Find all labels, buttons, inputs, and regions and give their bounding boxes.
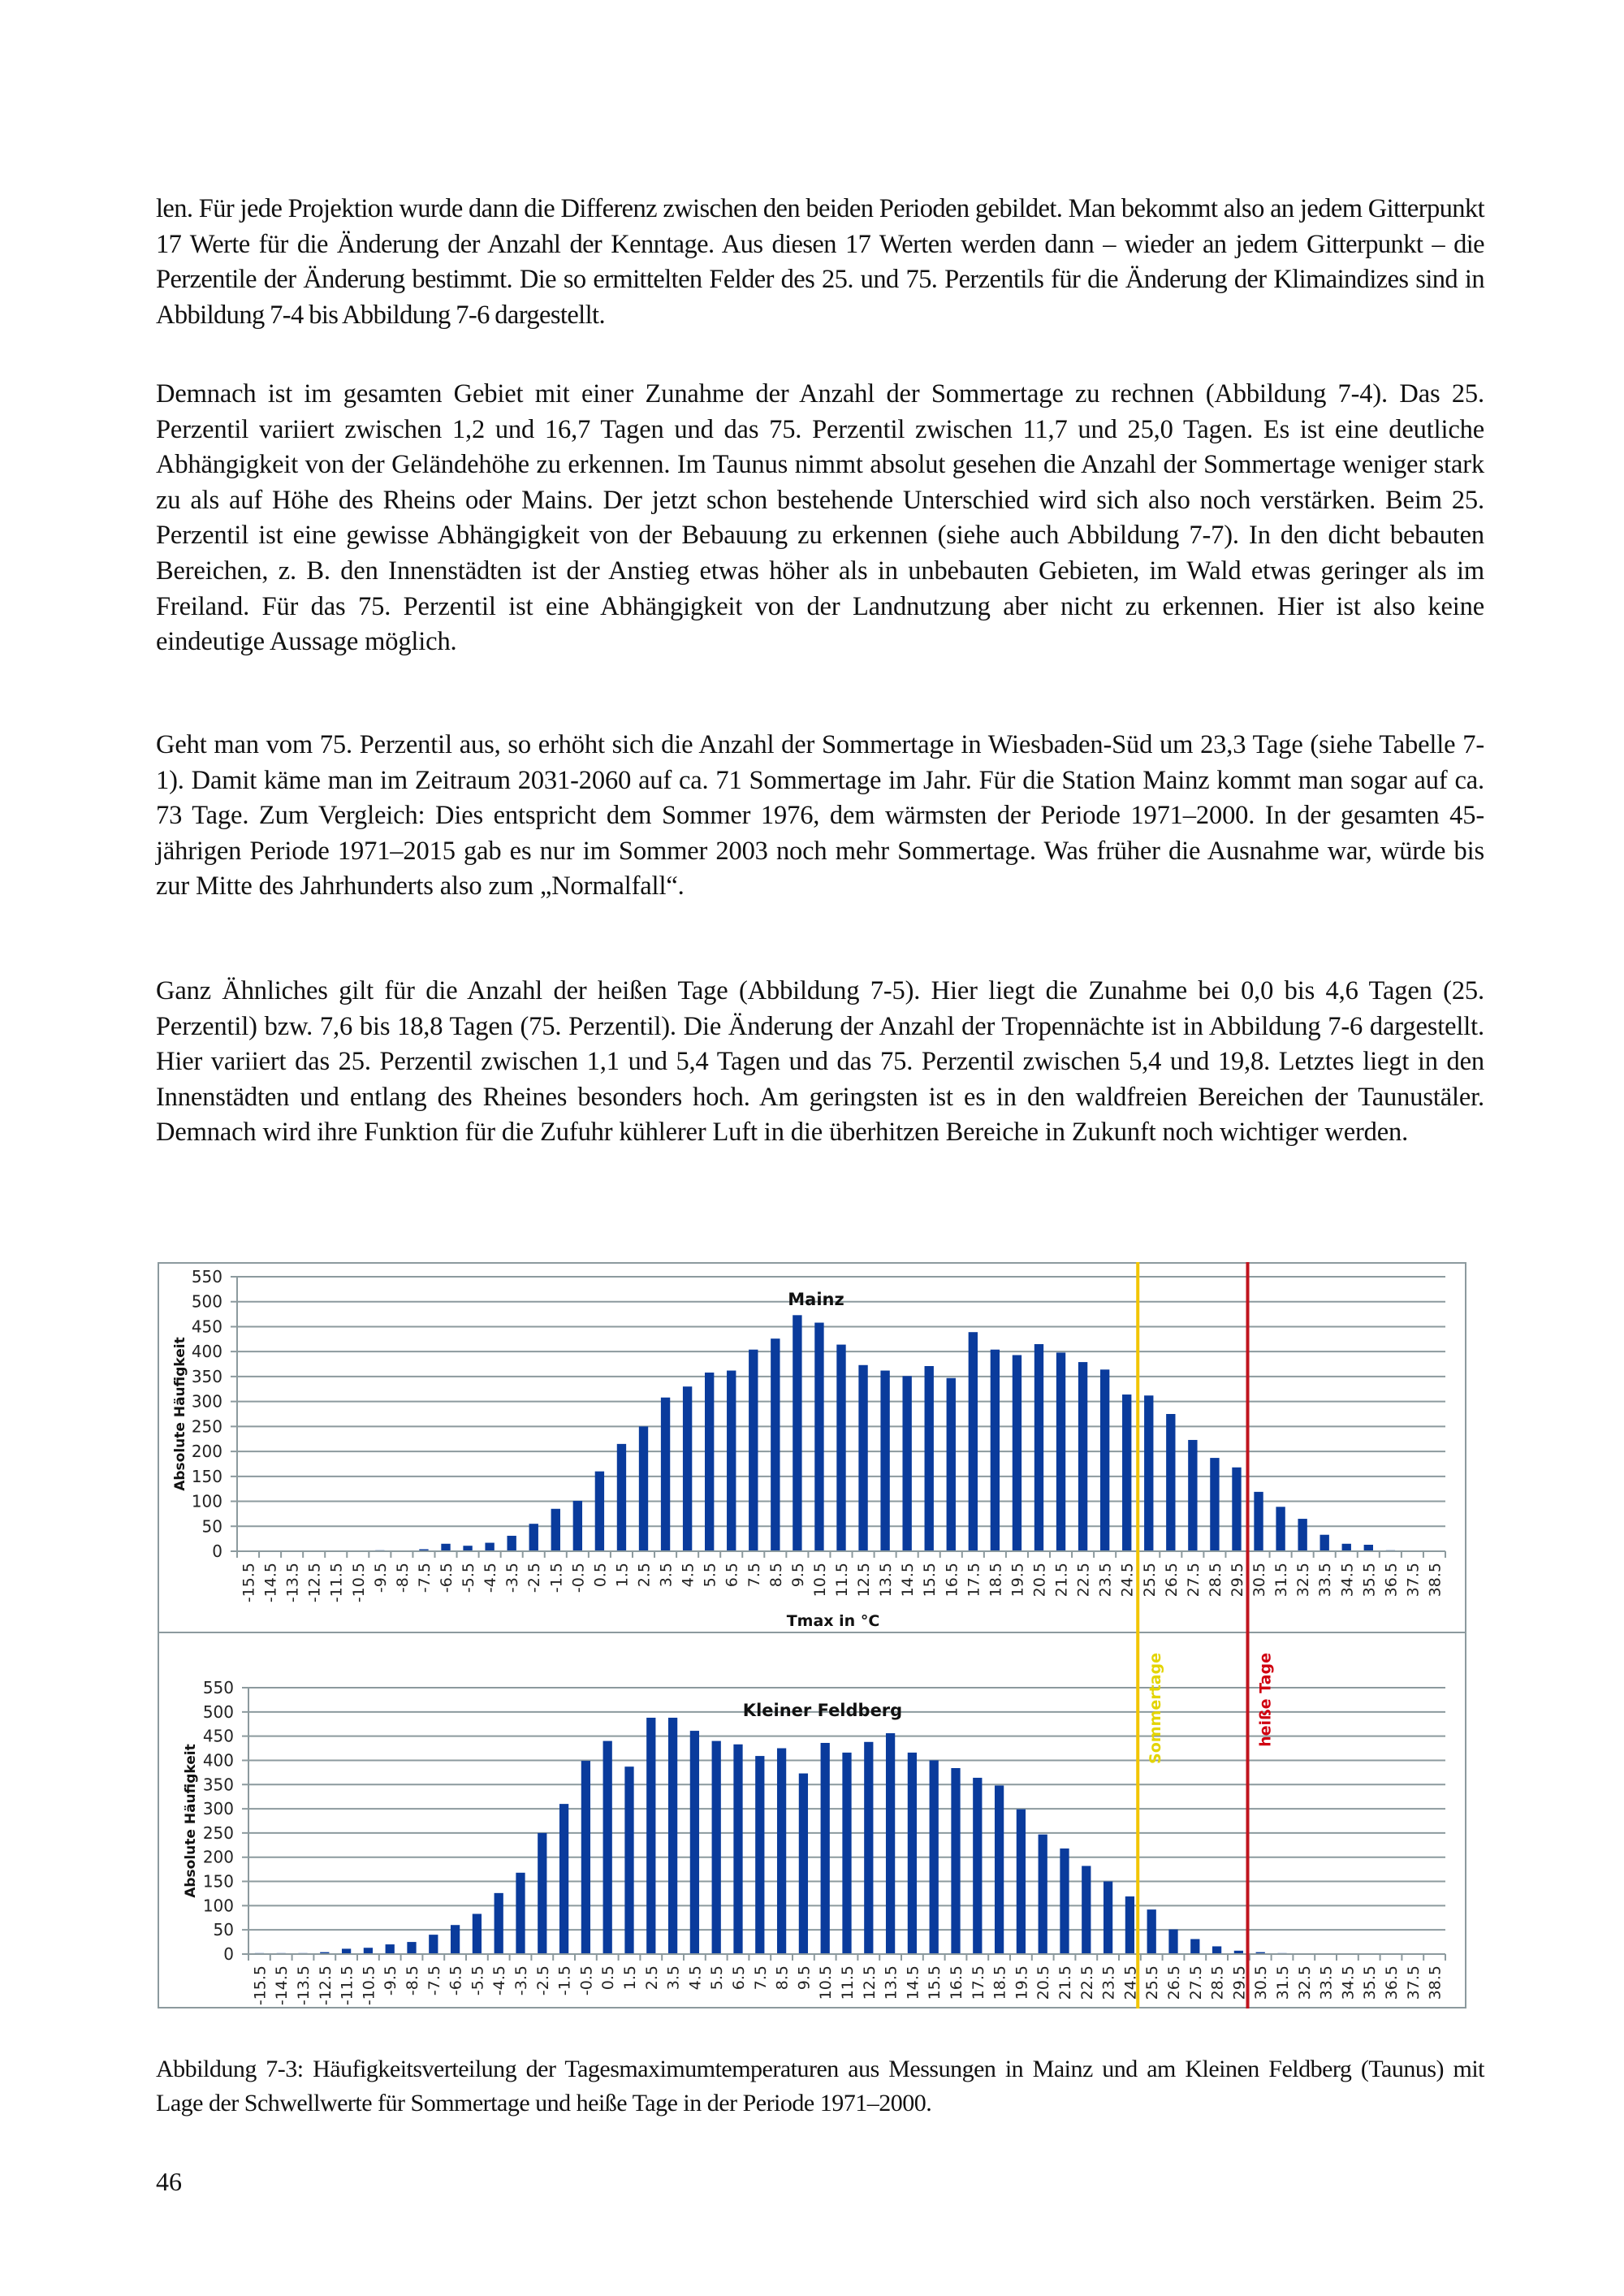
y-tick-label: 500 xyxy=(191,1291,222,1312)
x-tick-label: -12.5 xyxy=(316,1965,335,2006)
x-tick-label: 14.5 xyxy=(899,1563,918,1598)
y-tick-label: 0 xyxy=(223,1944,234,1964)
bar xyxy=(712,1741,721,1954)
bar xyxy=(864,1742,873,1954)
x-tick-label: 27.5 xyxy=(1184,1563,1203,1598)
x-tick-label: 0.5 xyxy=(591,1563,610,1588)
x-tick-label: -14.5 xyxy=(273,1965,292,2006)
x-tick-label: -14.5 xyxy=(261,1563,280,1603)
bar xyxy=(733,1745,742,1954)
x-tick-label: -11.5 xyxy=(327,1563,346,1603)
bar xyxy=(1254,1492,1263,1551)
bar xyxy=(639,1426,648,1551)
bar xyxy=(995,1785,1004,1954)
bar xyxy=(836,1345,845,1551)
bar xyxy=(755,1756,764,1954)
x-tick-label: -6.5 xyxy=(438,1563,456,1593)
bar xyxy=(1078,1362,1087,1551)
x-tick-label: 8.5 xyxy=(773,1965,792,1991)
figure-caption: Abbildung 7-3: Häufigkeitsverteilung der Tagesmaximumtemperaturen aus Messungen in Mainz und am Kleinen Feldberg (Taunus) mit Lage der Schwellwerte für Sommertage und heiße Tage in der Periode 1971–2000. xyxy=(156,2056,1484,2117)
y-tick-label: 100 xyxy=(202,1896,234,1916)
bar xyxy=(1364,1545,1373,1551)
x-tick-label: 36.5 xyxy=(1382,1563,1401,1598)
bar xyxy=(908,1753,917,1954)
bar xyxy=(821,1743,830,1954)
x-tick-label: -1.5 xyxy=(547,1563,566,1593)
x-tick-label: 2.5 xyxy=(642,1965,661,1991)
x-tick-label: -10.5 xyxy=(349,1563,368,1603)
x-tick-label: -1.5 xyxy=(555,1965,574,1996)
x-tick-label: -8.5 xyxy=(393,1563,412,1593)
y-tick-label: 200 xyxy=(202,1847,234,1867)
x-tick-label: 29.5 xyxy=(1230,1965,1249,2000)
x-tick-label: 24.5 xyxy=(1118,1563,1137,1598)
x-tick-label: -7.5 xyxy=(415,1563,434,1593)
x-tick-label: 28.5 xyxy=(1208,1965,1227,2000)
x-tick-label: 13.5 xyxy=(882,1965,901,2000)
heisse-tage-label: heiße Tage xyxy=(1256,1653,1275,1747)
bar xyxy=(559,1804,568,1954)
x-tick-label: 26.5 xyxy=(1162,1563,1181,1598)
bar xyxy=(617,1444,626,1551)
x-tick-label: 32.5 xyxy=(1294,1563,1313,1598)
bar xyxy=(429,1935,438,1954)
x-tick-label: 30.5 xyxy=(1250,1563,1269,1598)
bar xyxy=(441,1544,450,1551)
x-tick-label: 5.5 xyxy=(708,1965,727,1991)
y-tick-label: 200 xyxy=(191,1442,222,1462)
x-tick-label: 32.5 xyxy=(1295,1965,1314,2000)
paragraph-heisse-tage: Ganz Ähnliches gilt für die Anzahl der heißen Tage (Abbildung 7-5). Hier liegt die Zunahme bei 0,0 bis 4,6 Tagen (25. Perzentil) bzw. 7,6 bis 18,8 Tagen (75. Perzentil). Die Änderung der Anzahl der Tropennächte ist in Abbildung 7-6 dargestellt. Hier variiert das 25. Perzentil zwischen 1,1 und 5,4 Tagen und das 75. Perzentil zwischen 5,4 und 19,8. Letztes liegt in den Innenstädten und entlang des Rheines besonders hoch. Am geringsten ist es in den waldfreien Bereichen der Taunustäler. Demnach wird ihre Funktion für die Zufuhr kühlerer Luft in die überhitzen Bereiche in Zukunft noch wichtiger werden. xyxy=(156,976,1484,1148)
x-tick-label: 34.5 xyxy=(1338,1563,1357,1598)
bar xyxy=(1190,1939,1199,1954)
x-tick-label: 34.5 xyxy=(1339,1965,1358,2000)
y-axis-title: Absolute Häufigkeit xyxy=(172,1337,188,1491)
x-tick-label: -9.5 xyxy=(382,1965,400,1996)
bar xyxy=(1039,1835,1047,1954)
threshold-lines xyxy=(1138,1262,1274,2008)
bar xyxy=(529,1524,538,1551)
bar xyxy=(683,1386,692,1551)
bar xyxy=(858,1365,867,1551)
bar xyxy=(925,1366,934,1551)
bar xyxy=(538,1833,546,1954)
chart-mainz xyxy=(172,1267,1445,1630)
bar xyxy=(624,1766,633,1954)
x-tick-label: -15.5 xyxy=(251,1965,270,2006)
chart-title: Mainz xyxy=(788,1290,844,1309)
bar xyxy=(690,1731,699,1954)
bar xyxy=(902,1376,911,1551)
bar xyxy=(1034,1344,1043,1551)
x-tick-label: 12.5 xyxy=(860,1965,879,2000)
bar xyxy=(581,1761,590,1954)
x-tick-label: -13.5 xyxy=(283,1563,302,1603)
x-tick-label: -3.5 xyxy=(503,1563,522,1593)
x-tick-label: 29.5 xyxy=(1228,1563,1246,1598)
x-tick-label: -0.5 xyxy=(569,1563,588,1593)
bar xyxy=(451,1925,460,1954)
y-tick-label: 250 xyxy=(202,1823,234,1843)
x-tick-label: 23.5 xyxy=(1096,1563,1115,1598)
bar xyxy=(1100,1369,1109,1551)
bar xyxy=(930,1760,939,1954)
y-tick-label: 250 xyxy=(191,1416,222,1437)
bar xyxy=(777,1749,786,1954)
x-tick-label: 22.5 xyxy=(1074,1563,1093,1598)
x-tick-label: 16.5 xyxy=(948,1965,965,2000)
bar xyxy=(508,1536,516,1551)
bar xyxy=(595,1472,604,1551)
x-tick-label: 15.5 xyxy=(921,1563,939,1598)
bar xyxy=(880,1371,889,1551)
bar xyxy=(991,1350,1000,1551)
chart-title: Kleiner Feldberg xyxy=(742,1701,903,1720)
bar xyxy=(1342,1544,1351,1551)
x-tick-label: 14.5 xyxy=(904,1965,922,2000)
bar xyxy=(973,1778,982,1954)
y-tick-label: 400 xyxy=(191,1342,222,1362)
x-tick-label: 17.5 xyxy=(965,1563,983,1598)
x-tick-label: 25.5 xyxy=(1143,1965,1162,2000)
bar xyxy=(1168,1930,1177,1954)
x-tick-label: 6.5 xyxy=(730,1965,748,1991)
x-tick-label: 21.5 xyxy=(1052,1563,1071,1598)
bar xyxy=(814,1323,823,1551)
x-tick-label: -5.5 xyxy=(469,1965,487,1996)
x-tick-label: -15.5 xyxy=(240,1563,258,1603)
x-tick-label: 1.5 xyxy=(621,1965,639,1991)
bar xyxy=(705,1373,714,1551)
bar xyxy=(407,1942,416,1954)
x-tick-label: -6.5 xyxy=(447,1965,465,1996)
bar xyxy=(1298,1519,1307,1551)
bar xyxy=(793,1315,801,1551)
x-tick-label: 9.5 xyxy=(788,1563,807,1588)
bar xyxy=(463,1546,472,1551)
bar xyxy=(661,1398,670,1551)
x-tick-label: 6.5 xyxy=(723,1563,741,1588)
x-tick-label: 4.5 xyxy=(679,1563,698,1588)
y-tick-label: 450 xyxy=(191,1317,222,1337)
bar xyxy=(495,1893,503,1954)
bar xyxy=(473,1914,482,1954)
y-tick-label: 50 xyxy=(213,1920,234,1940)
y-tick-label: 550 xyxy=(202,1678,234,1697)
bar xyxy=(947,1378,956,1551)
x-tick-label: 7.5 xyxy=(751,1965,770,1991)
bar xyxy=(1147,1909,1156,1954)
bar xyxy=(749,1350,758,1551)
bar xyxy=(951,1768,960,1954)
x-tick-label: 21.5 xyxy=(1056,1965,1074,2000)
bar xyxy=(1320,1535,1329,1551)
x-tick-label: 11.5 xyxy=(839,1965,857,2000)
x-tick-label: 9.5 xyxy=(795,1965,814,1991)
x-tick-label: 20.5 xyxy=(1030,1563,1049,1598)
y-tick-label: 100 xyxy=(191,1491,222,1511)
y-tick-label: 300 xyxy=(202,1799,234,1819)
x-tick-label: -10.5 xyxy=(360,1965,378,2006)
bar xyxy=(646,1718,655,1954)
y-tick-label: 0 xyxy=(212,1541,222,1561)
x-tick-label: 38.5 xyxy=(1426,1965,1445,2000)
bar xyxy=(1104,1882,1112,1954)
x-tick-label: 19.5 xyxy=(1009,1563,1027,1598)
bar xyxy=(1276,1507,1285,1551)
x-tick-label: -3.5 xyxy=(512,1965,530,1996)
x-tick-label: 17.5 xyxy=(969,1965,987,2000)
x-tick-label: 10.5 xyxy=(817,1965,836,2000)
x-tick-label: 16.5 xyxy=(943,1563,961,1598)
bar xyxy=(386,1944,395,1954)
x-tick-label: 33.5 xyxy=(1317,1965,1336,2000)
x-tick-label: 24.5 xyxy=(1121,1965,1140,2000)
x-tick-label: 2.5 xyxy=(635,1563,654,1588)
bar xyxy=(969,1332,978,1551)
bar xyxy=(573,1501,582,1551)
x-tick-label: 25.5 xyxy=(1140,1563,1159,1598)
x-tick-label: -2.5 xyxy=(525,1563,544,1593)
bar xyxy=(1166,1414,1175,1551)
bar xyxy=(771,1338,780,1551)
x-tick-label: 35.5 xyxy=(1360,1563,1379,1598)
bar xyxy=(1212,1946,1221,1954)
x-tick-label: 11.5 xyxy=(833,1563,851,1598)
y-tick-label: 450 xyxy=(202,1726,234,1746)
x-tick-label: 4.5 xyxy=(686,1965,705,1991)
bar xyxy=(1232,1468,1241,1551)
bar xyxy=(727,1371,736,1551)
x-tick-label: 28.5 xyxy=(1206,1563,1224,1598)
x-tick-label: 37.5 xyxy=(1404,1965,1423,2000)
x-tick-label: 19.5 xyxy=(1013,1965,1031,2000)
bar xyxy=(1017,1810,1026,1954)
bar xyxy=(485,1543,494,1551)
y-tick-label: 300 xyxy=(191,1391,222,1412)
x-tick-label: -11.5 xyxy=(338,1965,356,2006)
sommertage-label: Sommertage xyxy=(1147,1653,1165,1764)
bar xyxy=(886,1733,895,1954)
x-tick-label: -0.5 xyxy=(577,1965,596,1996)
bar xyxy=(1188,1440,1197,1551)
y-tick-label: 550 xyxy=(191,1267,222,1286)
x-tick-label: 18.5 xyxy=(991,1965,1009,2000)
x-tick-label: 27.5 xyxy=(1186,1965,1205,2000)
x-tick-label: -7.5 xyxy=(425,1965,443,1996)
x-tick-label: 3.5 xyxy=(664,1965,683,1991)
bar xyxy=(516,1873,525,1954)
bar xyxy=(1013,1355,1021,1551)
bar xyxy=(668,1718,677,1954)
y-tick-label: 350 xyxy=(202,1775,234,1795)
paragraph-intro: len. Für jede Projektion wurde dann die Differenz zwischen den beiden Perioden gebildet. Man bekommt also an jedem Gitterpunkt 17 Werte für die Änderung der Anzahl der Kenntage. Aus diesen 17 Werten werden dann – wieder an jedem Gitterpunkt – die Perzentile der Änderung bestimmt. Die so ermittelten Felder des 25. und 75. Perzentils für die Änderung der Klimaindizes sind in Abbildung 7-4 bis Abbildung 7-6 dargestellt. xyxy=(156,194,1484,330)
x-axis-title: Tmax in °C xyxy=(786,1612,880,1630)
y-tick-label: 50 xyxy=(201,1516,222,1537)
x-tick-label: 8.5 xyxy=(767,1563,785,1588)
x-tick-label: -5.5 xyxy=(460,1563,478,1593)
x-tick-label: 20.5 xyxy=(1034,1965,1053,2000)
x-tick-label: 7.5 xyxy=(745,1563,763,1588)
y-axis-title: Absolute Häufigkeit xyxy=(183,1744,199,1898)
x-tick-label: 33.5 xyxy=(1316,1563,1335,1598)
y-tick-label: 400 xyxy=(202,1750,234,1771)
bar xyxy=(842,1753,851,1954)
x-tick-label: 1.5 xyxy=(613,1563,632,1588)
bar xyxy=(799,1774,808,1954)
paragraph-wiesbaden: Geht man vom 75. Perzentil aus, so erhöht sich die Anzahl der Sommertage in Wiesbaden-Süd um 23,3 Tage (siehe Tabelle 7-1). Damit käme man im Zeitraum 2031-2060 auf ca. 71 Sommertage im Jahr. Für die Station Mainz kommt man sogar auf ca. 73 Tage. Zum Vergleich: Dies entspricht dem Sommer 1976, dem wärmsten der Periode 1971–2000. In der gesamten 45-jährigen Periode 1971–2015 gab es nur im Sommer 2003 noch mehr Sommertage. Was früher die Ausnahme war, würde bis zur Mitte des Jahrhunderts also zum „Normalfall“. xyxy=(156,730,1484,902)
x-tick-label: 31.5 xyxy=(1274,1965,1292,2000)
bar xyxy=(1144,1395,1153,1551)
x-tick-label: 22.5 xyxy=(1078,1965,1096,2000)
x-tick-label: 5.5 xyxy=(701,1563,719,1588)
x-tick-label: 12.5 xyxy=(855,1563,874,1598)
x-tick-label: -4.5 xyxy=(490,1965,509,1996)
bar xyxy=(1122,1394,1131,1551)
x-tick-label: 13.5 xyxy=(877,1563,896,1598)
bar xyxy=(603,1741,612,1954)
x-tick-label: -2.5 xyxy=(533,1965,552,1996)
x-tick-label: -8.5 xyxy=(404,1965,421,1996)
x-tick-label: 38.5 xyxy=(1426,1563,1445,1598)
bar xyxy=(551,1509,560,1551)
x-tick-label: 15.5 xyxy=(926,1965,944,2000)
x-tick-label: 35.5 xyxy=(1361,1965,1380,2000)
bar xyxy=(1060,1848,1069,1954)
x-tick-label: 26.5 xyxy=(1165,1965,1183,2000)
x-tick-label: -4.5 xyxy=(482,1563,500,1593)
x-tick-label: 0.5 xyxy=(599,1965,618,1991)
y-tick-label: 500 xyxy=(202,1701,234,1722)
y-tick-label: 350 xyxy=(191,1366,222,1386)
bar xyxy=(1056,1352,1065,1551)
bar xyxy=(1082,1866,1091,1954)
x-tick-label: 3.5 xyxy=(657,1563,676,1588)
y-tick-label: 150 xyxy=(191,1466,222,1486)
x-tick-label: 31.5 xyxy=(1272,1563,1291,1598)
x-tick-label: -9.5 xyxy=(371,1563,390,1593)
x-tick-label: -12.5 xyxy=(305,1563,324,1603)
paragraph-sommertage: Demnach ist im gesamten Gebiet mit einer Zunahme der Anzahl der Sommertage zu rechnen (Abbildung 7-4). Das 25. Perzentil variiert zwischen 1,2 und 16,7 Tagen und das 75. Perzentil zwischen 11,7 und 25,0 Tagen. Es ist eine deutliche Abhängigkeit von der Geländehöhe zu erkennen. Im Taunus nimmt absolut gesehen die Anzahl der Sommertage weniger stark zu als auf Höhe des Rheins oder Mains. Der jetzt schon bestehende Unterschied wird sich also noch verstärken. Beim 25. Perzentil ist eine gewisse Abhängigkeit von der Bebauung zu erkennen (siehe auch Abbildung 7-7). In den dicht bebauten Bereichen, z. B. den Innenstädten ist der Anstieg etwas höher als in unbebauten Gebieten, im Wald etwas geringer als im Freiland. Für das 75. Perzentil ist eine Abhängigkeit von der Landnutzung aber nicht zu erkennen. Hier ist also keine eindeutige Aussage möglich. xyxy=(156,379,1484,657)
y-tick-label: 150 xyxy=(202,1871,234,1892)
bar xyxy=(1125,1896,1134,1954)
bar xyxy=(1210,1458,1219,1551)
x-tick-label: 10.5 xyxy=(810,1563,829,1598)
x-tick-label: 18.5 xyxy=(987,1563,1005,1598)
x-tick-label: 30.5 xyxy=(1252,1965,1271,2000)
x-tick-label: -13.5 xyxy=(295,1965,313,2006)
bar xyxy=(364,1948,373,1954)
x-tick-label: 36.5 xyxy=(1383,1965,1401,2000)
x-tick-label: 37.5 xyxy=(1404,1563,1423,1598)
page-number: 46 xyxy=(156,2167,182,2196)
x-tick-label: 23.5 xyxy=(1099,1965,1118,2000)
